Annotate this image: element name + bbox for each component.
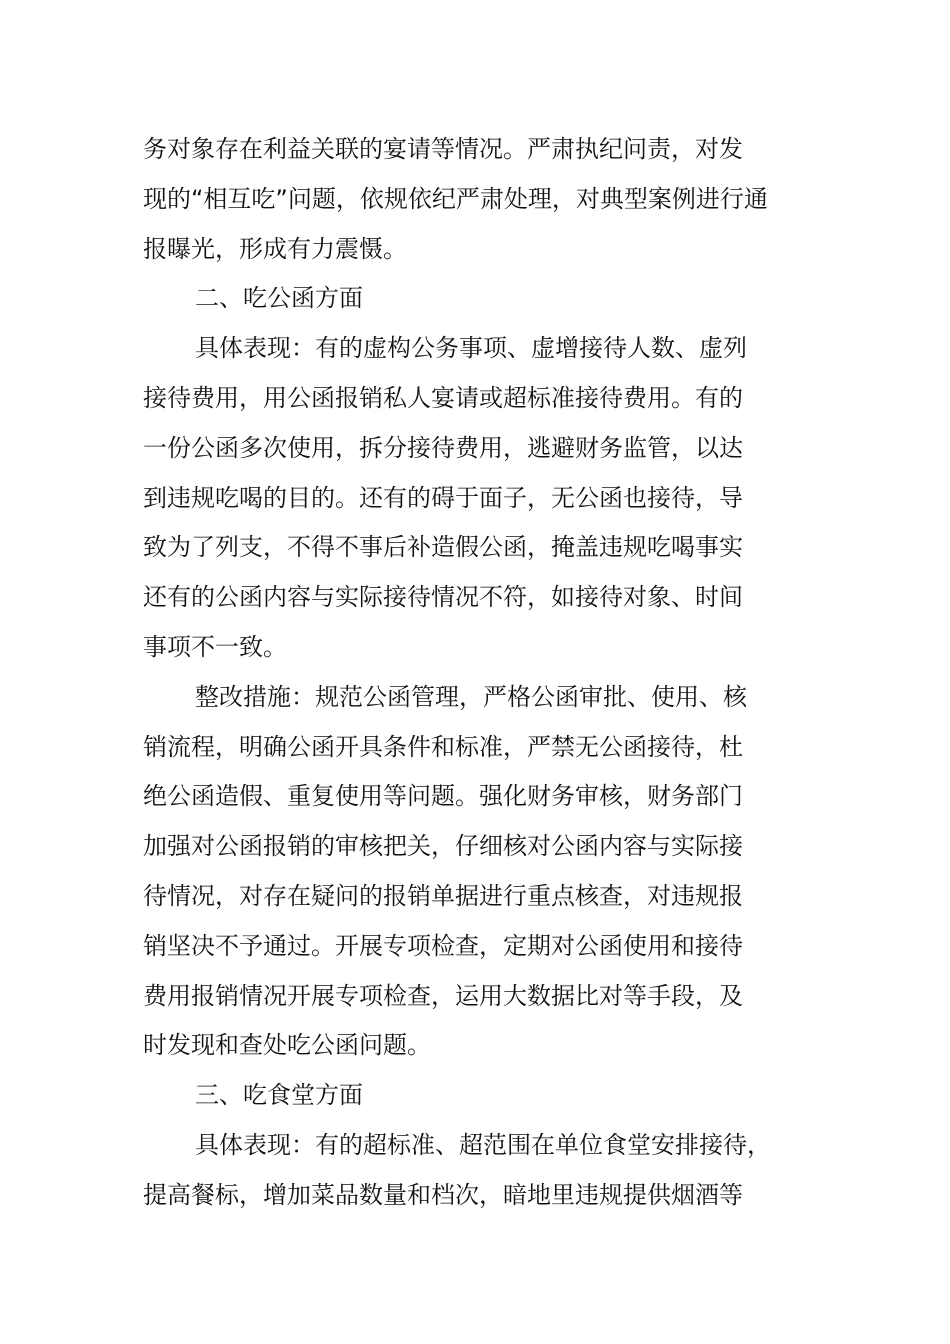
text-line-2: 现的“相互吃”问题，依规依纪严肃处理，对典型案例进行通 (143, 184, 768, 213)
text-line-22: 提高餐标，增加菜品数量和档次，暗地里违规提供烟酒等 (143, 1180, 743, 1209)
section-heading-2: 二、吃公函方面 (195, 284, 363, 313)
text-line-14: 绝公函造假、重复使用等问题。强化财务审核，财务部门 (143, 782, 743, 811)
text-line-15: 加强对公函报销的审核把关，仔细核对公函内容与实际接 (143, 832, 743, 861)
text-line-1: 务对象存在利益关联的宴请等情况。严肃执纪问责，对发 (143, 135, 743, 163)
text-line-19: 时发现和查处吃公函问题。 (143, 1031, 431, 1060)
text-line-12: 整改措施：规范公函管理，严格公函审批、使用、核 (195, 682, 747, 711)
text-line-21: 具体表现：有的超标准、超范围在单位食堂安排接待， (195, 1130, 771, 1159)
document-body (143, 125, 813, 1221)
text-line-8: 到违规吃喝的目的。还有的碍于面子，无公函也接待，导 (143, 483, 743, 512)
text-line-17: 销坚决不予通过。开展专项检查，定期对公函使用和接待 (143, 931, 743, 960)
text-line-6: 接待费用，用公函报销私人宴请或超标准接待费用。有的 (143, 383, 743, 412)
text-line-18: 费用报销情况开展专项检查，运用大数据比对等手段，及 (143, 981, 743, 1010)
text-line-7: 一份公函多次使用，拆分接待费用，逃避财务监管，以达 (143, 433, 743, 462)
text-line-10: 还有的公函内容与实际接待情况不符，如接待对象、时间 (143, 583, 743, 612)
text-line-3: 报曝光，形成有力震慑。 (143, 234, 407, 263)
text-line-11: 事项不一致。 (143, 632, 287, 661)
text-line-9: 致为了列支，不得不事后补造假公函，掩盖违规吃喝事实 (143, 533, 743, 562)
section-heading-3: 三、吃食堂方面 (195, 1081, 363, 1110)
text-line-13: 销流程，明确公函开具条件和标准，严禁无公函接待，杜 (143, 732, 743, 761)
text-line-5: 具体表现：有的虚构公务事项、虚增接待人数、虚列 (195, 334, 747, 363)
text-line-16: 待情况，对存在疑问的报销单据进行重点核查，对违规报 (143, 881, 743, 910)
